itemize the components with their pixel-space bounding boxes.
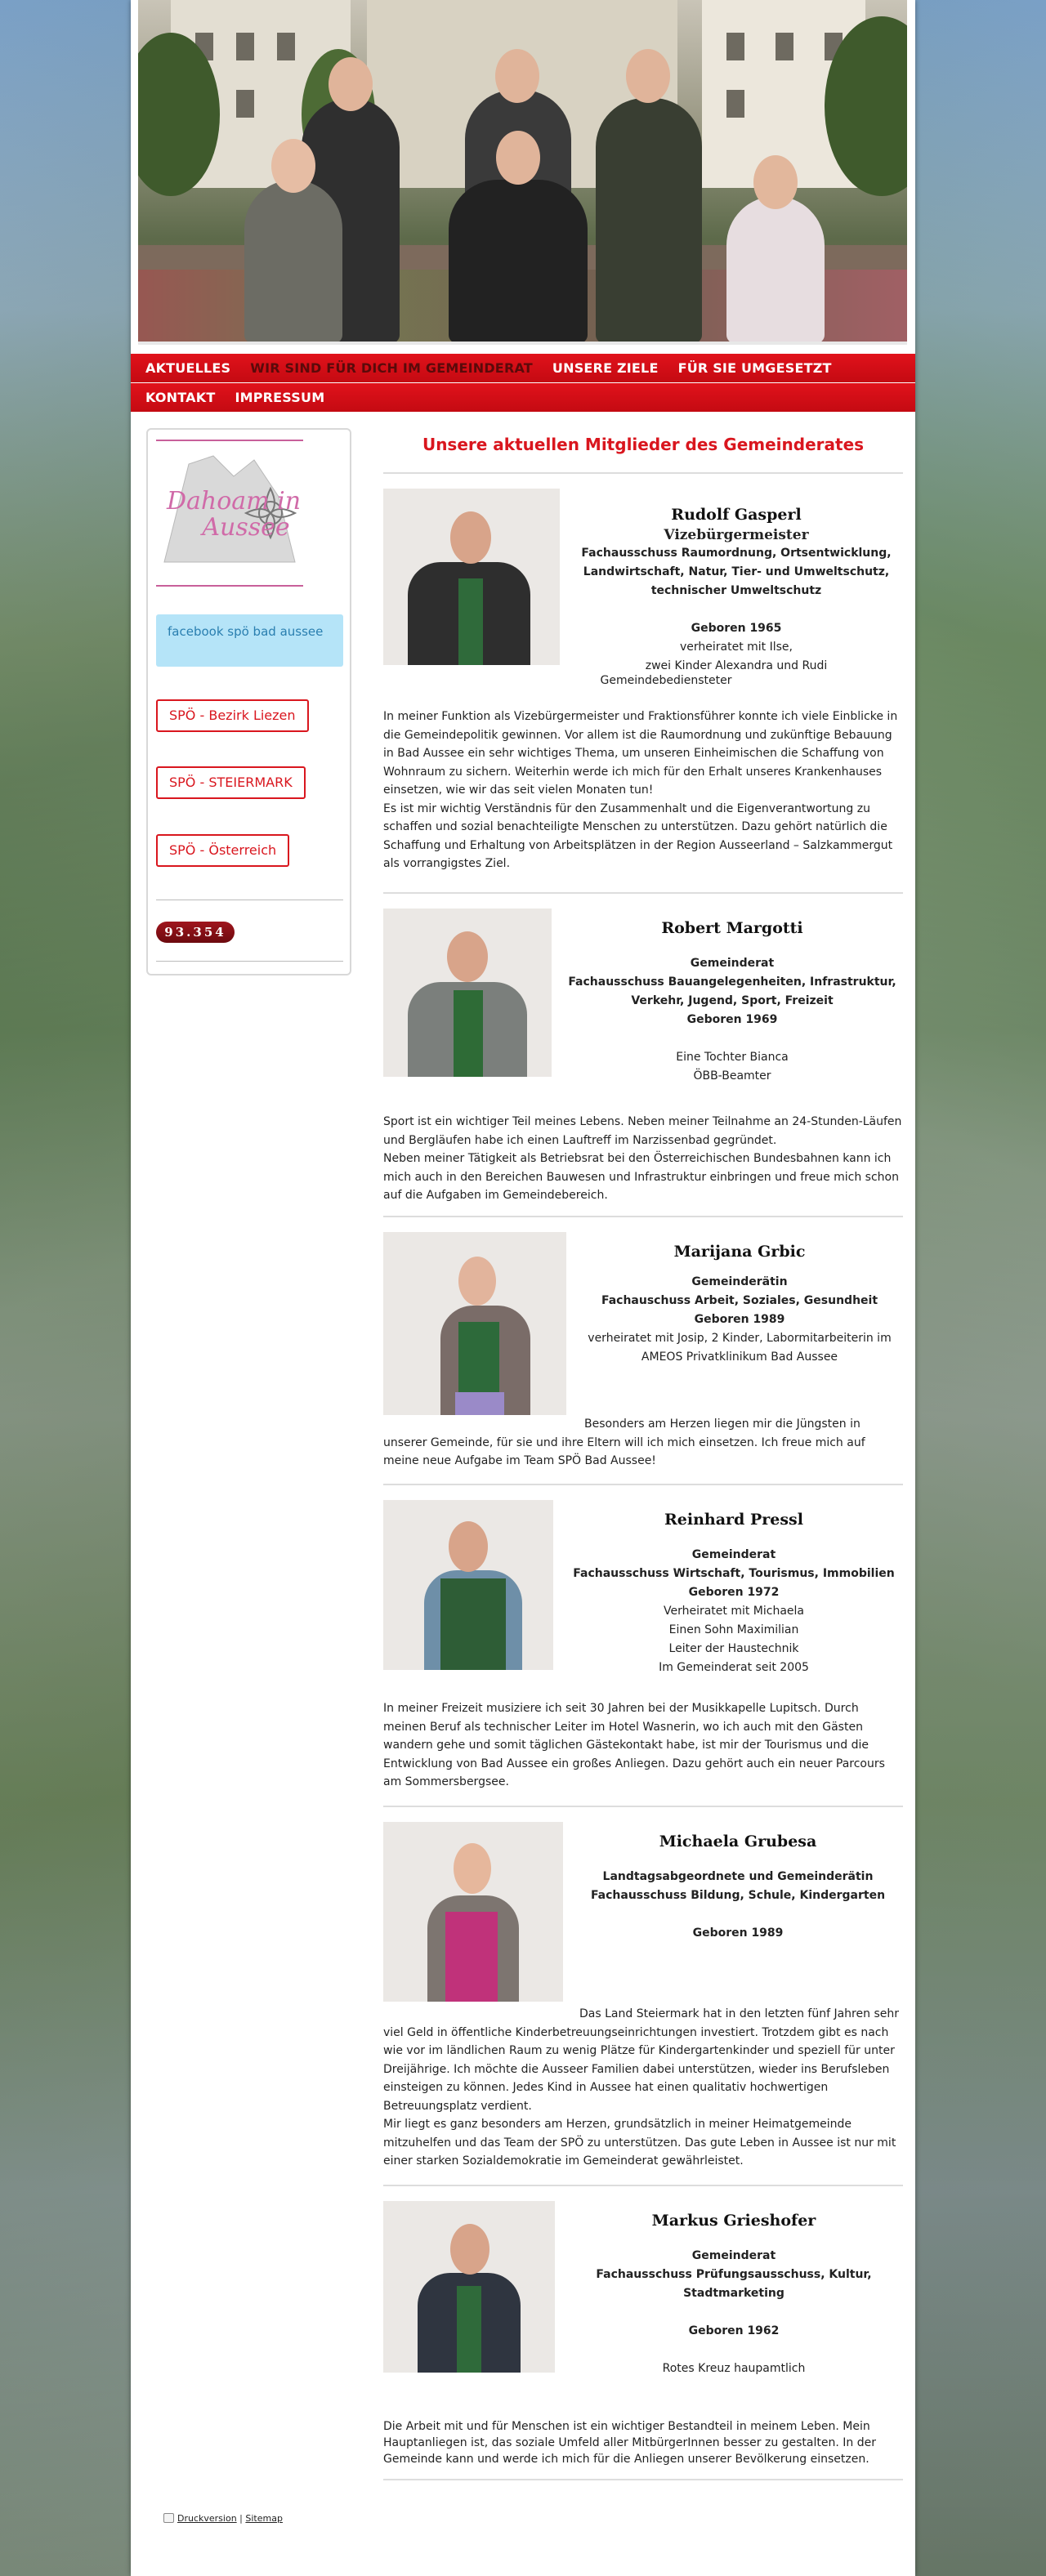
member-info: [561, 917, 903, 1086]
member-born: Geboren 1989: [694, 1313, 785, 1326]
member-info: [573, 1830, 903, 1943]
divider: [383, 1484, 903, 1485]
member-info: [565, 1508, 903, 1677]
member-photo: [383, 1822, 563, 2002]
member-photo: [383, 2201, 555, 2373]
link-spoe-steiermark[interactable]: SPÖ - STEIERMARK: [156, 766, 306, 799]
member-role: Gemeinderätin: [691, 1275, 788, 1288]
footer: [163, 2513, 283, 2524]
divider: [383, 892, 903, 894]
member-role: Vizebürgermeister: [664, 527, 809, 543]
facebook-link[interactable]: facebook spö bad aussee: [156, 614, 343, 667]
member-born: Geboren 1989: [692, 1926, 784, 1940]
member-photo: [383, 489, 560, 665]
page-container: [131, 0, 915, 2576]
member-detail: Eine Tochter Bianca: [676, 1051, 789, 1064]
member-photo: [383, 1500, 553, 1670]
member-detail: zwei Kinder Alexandra und Rudi: [645, 659, 828, 672]
member-committee: Fachausschuss Bauangelegenheiten, Infrastruktur,: [568, 975, 896, 989]
member-name: Marijana Grbic: [673, 1243, 806, 1261]
member-text: Besonders am Herzen liegen mir die Jüngsten in unserer Gemeinde, für sie und ihre Eltern will ich mich einsetzen. Ich freue mich auf meine neue Aufgabe im Team SPÖ Bad Aussee!: [383, 1417, 865, 1467]
printer-icon: [163, 2513, 174, 2523]
member-born: Geboren 1962: [688, 2324, 780, 2337]
sitemap-link[interactable]: Sitemap: [245, 2513, 283, 2524]
member-committee: Fachausschuss Raumordnung, Ortsentwicklung,: [581, 547, 892, 560]
member-info: [570, 503, 903, 676]
member-detail: Im Gemeinderat seit 2005: [659, 1661, 809, 1674]
member-committee: Stadtmarketing: [683, 2287, 784, 2300]
member-detail: Gemeindebediensteter: [600, 674, 732, 687]
member-detail: ÖBB-Beamter: [693, 1069, 771, 1083]
background-right: [915, 0, 1046, 2576]
print-link[interactable]: Druckversion: [177, 2513, 237, 2524]
member-role: Gemeinderat: [691, 1548, 776, 1561]
member-committee: Verkehr, Jugend, Sport, Freizeit: [631, 994, 834, 1007]
member-born: Geboren 1972: [688, 1586, 780, 1599]
member-committee: Gemeinderat: [690, 957, 775, 970]
nav-item-aktuelles[interactable]: AKTUELLES: [145, 360, 231, 376]
nav-item-impressum[interactable]: IMPRESSUM: [235, 390, 325, 405]
logo-text: [164, 489, 303, 541]
main-navigation: [131, 354, 915, 413]
divider: [383, 2479, 903, 2480]
nav-row-1: [131, 354, 915, 383]
nav-item-gemeinderat[interactable]: WIR SIND FÜR DICH IM GEMEINDERAT: [250, 360, 533, 376]
member-detail: AMEOS Privatklinikum Bad Aussee: [641, 1351, 838, 1364]
member-name: Michaela Grubesa: [659, 1833, 817, 1851]
footer-separator: |: [239, 2513, 243, 2524]
page-title: Unsere aktuellen Mitglieder des Gemeinderates: [422, 435, 865, 454]
member-born: Geboren 1965: [691, 622, 782, 635]
member-name: Markus Grieshofer: [651, 2212, 816, 2230]
member-detail: Verheiratet mit Michaela: [663, 1605, 805, 1618]
member-committee: Landwirtschaft, Natur, Tier- und Umweltschutz,: [583, 565, 890, 578]
member-photo: [383, 909, 552, 1077]
divider: [383, 472, 903, 474]
member-text: Das Land Steiermark hat in den letzten fünf Jahren sehr viel Geld in öffentliche Kinderbetreuungseinrichtungen investiert. Trotzdem gibt es nach wie vor im ländlichen Raum zu wenig Plätze für Kindergartenkinder und speziell für unter Dreijährige. Ich möchte die Ausseer Familien dabei unterstützen, wieder ins Berufsleben einsteigen zu können. Jedes Kind in Aussee hat einen qualitativ hochwertigen Betreuungsplatz verdient. Mir liegt es ganz besonders am Herzen, grundsätzlich in meiner Heimatgemeinde mitzuhelfen und das Team der SPÖ zu unterstützen. Das gute Leben in Aussee ist nur mit einer starken Sozialdemokratie im Gemeinderat gewährleistet.: [383, 2007, 899, 2168]
divider: [383, 1216, 903, 1217]
member-name: Rudolf Gasperl: [671, 506, 802, 524]
member-committee: Fachausschuss Bildung, Schule, Kindergarten: [590, 1889, 886, 1902]
member-detail: Rotes Kreuz haupamtlich: [662, 2362, 806, 2375]
member-text: Sport ist ein wichtiger Teil meines Lebens. Neben meiner Teilnahme an 24-Stunden-Läufen und Bergläufen habe ich einen Lauftreff im Narzissenbad gegründet. Neben meiner Tätigkeit als Betriebsrat bei den Österreichischen Bundesbahnen kann ich mich auch in den Bereichen Bauwesen und Infrastruktur einbringen und freue mich schon auf die Aufgaben im Gemeindebereich.: [383, 1115, 902, 1202]
member-role: Gemeinderat: [691, 2249, 776, 2262]
member-name: Robert Margotti: [661, 919, 803, 937]
header-group-photo: [138, 0, 907, 345]
divider: [383, 2185, 903, 2186]
link-spoe-oesterreich[interactable]: SPÖ - Österreich: [156, 834, 289, 867]
member-text: In meiner Freizeit musiziere ich seit 30 Jahren bei der Musikkapelle Lupitsch. Durch meinen Beruf als technischer Leiter im Hotel Wasnerin, wo ich auch mit den Gästen wandern gehe und somit täglichen Gästekontakt habe, ist mir der Tourismus und die Entwicklung von Bad Aussee ein großes Anliegen. Dazu gehört auch ein neuer Parcours am Sommersbergsee.: [383, 1702, 885, 1788]
member-detail: Einen Sohn Maximilian: [668, 1623, 799, 1636]
nav-row-2: [131, 383, 915, 413]
nav-item-kontakt[interactable]: KONTAKT: [145, 390, 216, 405]
nav-item-umgesetzt[interactable]: FÜR SIE UMGESETZT: [677, 360, 832, 376]
sidebar-divider: [156, 961, 343, 962]
member-photo: [383, 1232, 566, 1415]
member-committee: Fachausschuss Wirtschaft, Tourismus, Immobilien: [573, 1567, 895, 1580]
member-text: Die Arbeit mit und für Menschen ist ein wichtiger Bestandteil in meinem Leben. Mein Hauptanliegen ist, das soziale Umfeld aller MitbürgerInnen besser zu gestalten. In der Gemeinde kann und werde ich mich für die Anliegen unserer Bevölkerung einsetzen.: [383, 2420, 876, 2466]
member-committee: technischer Umweltschutz: [650, 584, 822, 597]
nav-item-unsere-ziele[interactable]: UNSERE ZIELE: [552, 360, 659, 376]
logo-line-2: Aussee: [202, 513, 290, 542]
logo-dahoam-in-aussee[interactable]: [156, 440, 303, 587]
member-info: [576, 1240, 903, 1367]
member-born: Geboren 1969: [686, 1013, 778, 1026]
link-spoe-bezirk-liezen[interactable]: SPÖ - Bezirk Liezen: [156, 699, 309, 732]
member-committee: Fachauschuss Arbeit, Soziales, Gesundheit: [601, 1294, 878, 1307]
divider: [383, 1806, 903, 1807]
member-detail: Leiter der Haustechnik: [668, 1642, 799, 1655]
member-role: Landtagsabgeordnete und Gemeinderätin: [602, 1870, 874, 1883]
sidebar: [146, 428, 351, 975]
member-committee: Fachausschuss Prüfungsausschuss, Kultur,: [596, 2268, 872, 2281]
member-detail: verheiratet mit Josip, 2 Kinder, Labormitarbeiterin im: [588, 1332, 892, 1345]
visitor-counter: 93.354: [156, 922, 235, 943]
background-left: [0, 0, 131, 2576]
member-detail: verheiratet mit Ilse,: [679, 641, 793, 654]
member-name: Reinhard Pressl: [664, 1511, 803, 1529]
member-info: [565, 2209, 903, 2378]
member-text: In meiner Funktion als Vizebürgermeister und Fraktionsführer konnte ich viele Einblicke in die Gemeindepolitik gewinnen. Vor allem ist die Raumordnung und zukünftige Bebauung in Bad Aussee ein sehr wichtiges Thema, um unseren Einheimischen die Schaffung von Wohnraum zu sichern. Weiterhin werde ich mich für den Erhalt unseres Krankenhauses einsetzen, wie wir das seit vielen Monaten tun! Es ist mir wichtig Verständnis für den Zusammenhalt und die Eigenverantwortung zu schaffen und sozial benachteiligte Menschen zu unterstützen. Dazu gehört natürlich die Schaffung und Erhaltung von Arbeitsplätzen in der Region Ausseerland – Salzkammergut als vorrangigstes Ziel.: [383, 710, 898, 870]
logo-line-1: Dahoam in: [166, 487, 302, 516]
